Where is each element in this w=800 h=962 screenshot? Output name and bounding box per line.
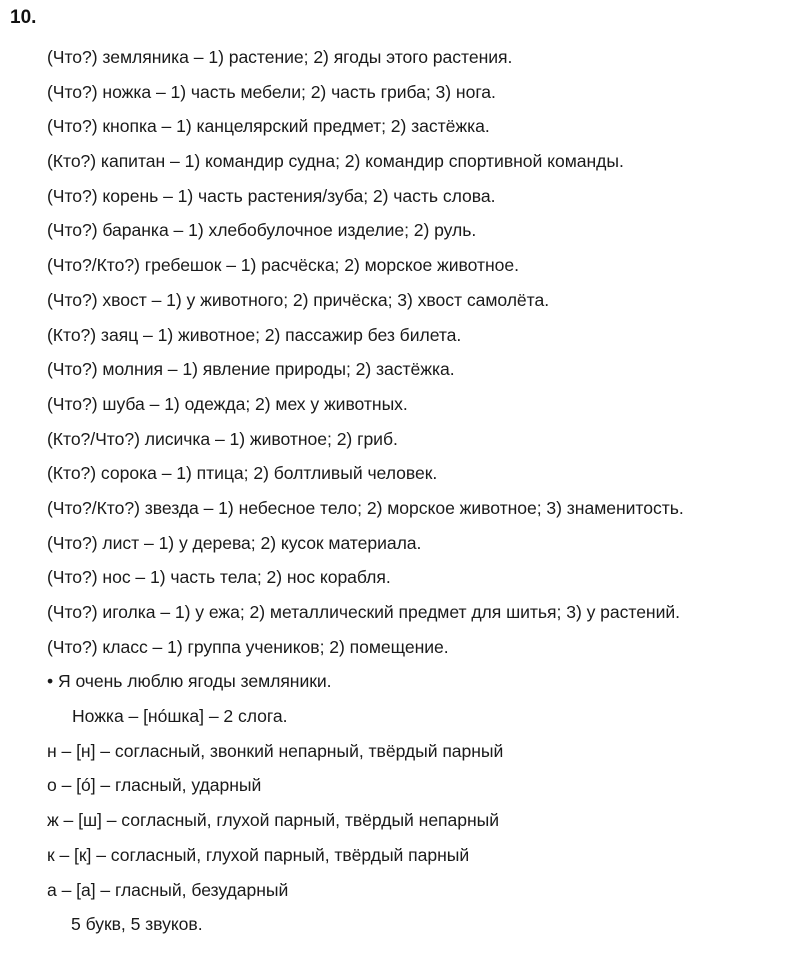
task-number: 10. (10, 7, 37, 28)
answer-line: (Что?/Кто?) гребешок – 1) расчёска; 2) морское животное. (47, 255, 519, 276)
answer-line: (Что?) молния – 1) явление природы; 2) застёжка. (47, 359, 455, 380)
phonetic-line: ж – [ш] – согласный, глухой парный, твёрдый непарный (47, 810, 500, 831)
answer-line: (Кто?) заяц – 1) животное; 2) пассажир без билета. (47, 324, 462, 345)
phonetic-line: а – [а] – гласный, безударный (47, 879, 289, 900)
answer-line: (Кто?) сорока – 1) птица; 2) болтливый человек. (47, 463, 438, 484)
answer-line: (Что?) нос – 1) часть тела; 2) нос корабля. (47, 567, 391, 588)
answer-line: (Кто?/Что?) лисичка – 1) животное; 2) гриб. (47, 428, 398, 449)
answer-line: (Что?) класс – 1) группа учеников; 2) помещение. (47, 636, 449, 657)
answer-line: (Что?/Кто?) звезда – 1) небесное тело; 2) морское животное; 3) знаменитость. (47, 497, 684, 518)
phonetic-line: о – [ó] – гласный, ударный (47, 775, 262, 796)
answer-line: (Что?) иголка – 1) у ежа; 2) металлический предмет для шитья; 3) у растений. (47, 602, 680, 622)
letter-sound-summary: 5 букв, 5 звуков. (71, 914, 203, 935)
answer-line: (Кто?) капитан – 1) командир судна; 2) командир спортивной команды. (47, 151, 624, 172)
answer-line: (Что?) ножка – 1) часть мебели; 2) часть гриба; 3) нога. (47, 81, 496, 102)
answer-line: (Что?) земляника – 1) растение; 2) ягоды этого растения. (47, 47, 513, 67)
syllable-note: Ножка – [нóшка] – 2 слога. (72, 706, 288, 727)
phonetic-line: н – [н] – согласный, звонкий непарный, твёрдый парный (47, 740, 504, 761)
phonetic-line: к – [к] – согласный, глухой парный, твёрдый парный (47, 844, 470, 865)
answer-line: (Что?) баранка – 1) хлебобулочное изделие; 2) руль. (47, 220, 477, 241)
answer-line: (Что?) кнопка – 1) канцелярский предмет; 2) застёжка. (47, 116, 490, 137)
answer-lines (0, 40, 800, 942)
answer-line: (Что?) хвост – 1) у животного; 2) причёска; 3) хвост самолёта. (47, 289, 550, 310)
answer-line: (Что?) лист – 1) у дерева; 2) кусок материала. (47, 532, 422, 553)
answer-line: (Что?) шуба – 1) одежда; 2) мех у животных. (47, 393, 408, 414)
answer-line: (Что?) корень – 1) часть растения/зуба; 2) часть слова. (47, 185, 496, 206)
example-sentence: • Я очень люблю ягоды земляники. (47, 671, 332, 692)
